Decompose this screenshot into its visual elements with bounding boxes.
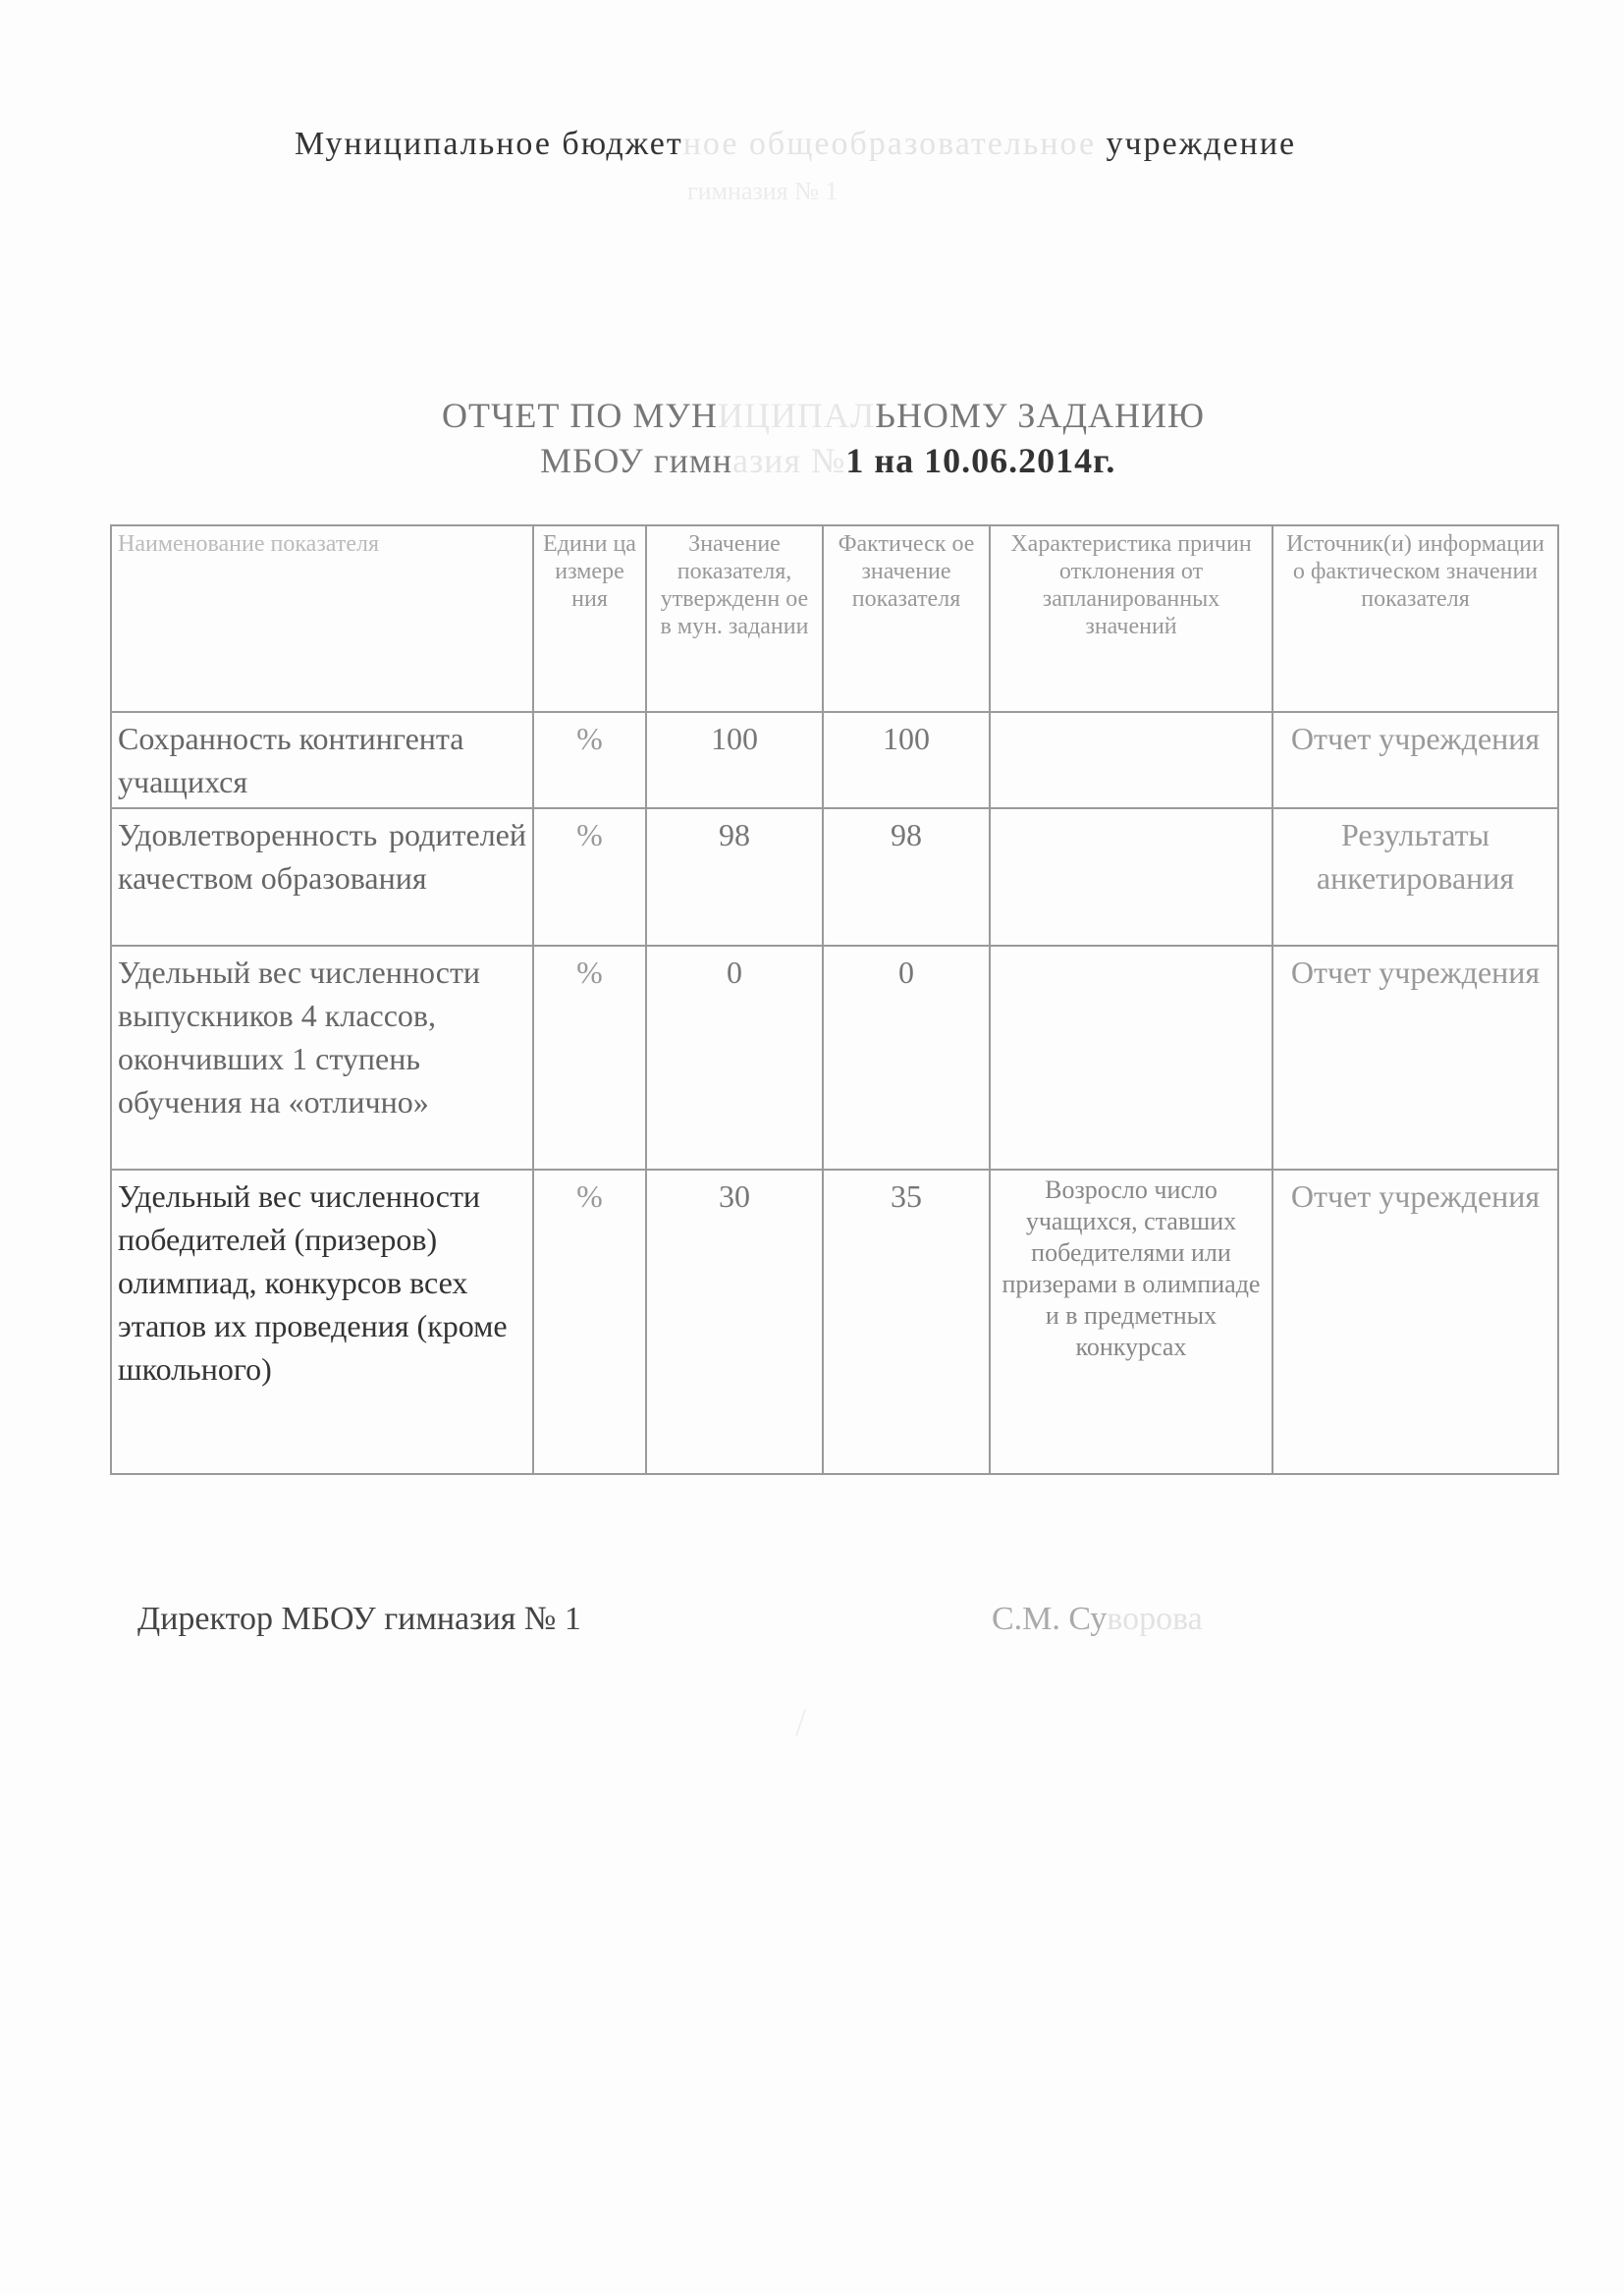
info-source: Результаты анкетирования <box>1272 808 1558 946</box>
planned-value: 98 <box>646 808 823 946</box>
info-source: Отчет учреждения <box>1272 712 1558 808</box>
header-deviation-reason: Характеристика причин отклонения от запланированных значений <box>990 525 1272 712</box>
header-info-source: Источник(и) информации о фактическом значении показателя <box>1272 525 1558 712</box>
planned-value: 0 <box>646 946 823 1170</box>
title-line-2-start: МБОУ гимн <box>540 441 732 480</box>
org-text-start: Муниципальное бюджет <box>295 126 683 162</box>
deviation-reason <box>990 946 1272 1170</box>
indicator-unit: % <box>533 808 646 946</box>
title-line-1-faded: ИЦИПАЛ <box>717 396 876 435</box>
indicator-name: Сохранность контингента учащихся <box>111 712 533 808</box>
title-line-2-end: 1 на 10.06.2014г. <box>845 441 1116 480</box>
table-row <box>111 808 1558 946</box>
table-header-row <box>111 525 1558 712</box>
header-indicator-name: Наименование показателя <box>111 525 533 712</box>
header-unit: Едини ца измере ния <box>533 525 646 712</box>
indicator-unit: % <box>533 946 646 1170</box>
signatory-name-faded: ворова <box>1107 1601 1203 1637</box>
report-title <box>442 393 1247 483</box>
info-source: Отчет учреждения <box>1272 1170 1558 1474</box>
table-row <box>111 712 1558 808</box>
title-line-1-start: ОТЧЕТ ПО МУН <box>442 396 718 435</box>
title-line-1-end: ЬНОМУ ЗАДАНИЮ <box>875 396 1206 435</box>
org-text-faded: ное общеобразовательное <box>682 126 1107 162</box>
indicator-name: Удовлетворенность родителей качеством образования <box>111 808 533 946</box>
signatory-name-start: С.М. Су <box>992 1601 1108 1637</box>
actual-value: 98 <box>823 808 990 946</box>
indicator-name: Удельный вес численности победителей (призеров) олимпиад, конкурсов всех этапов их проведения (кроме школьного) <box>111 1170 533 1474</box>
organization-name-line2: гимназия № 1 <box>687 177 839 205</box>
deviation-reason: Возросло число учащихся, ставших победителями или призерами в олимпиаде и в предметных конкурсах <box>990 1170 1272 1474</box>
actual-value: 35 <box>823 1170 990 1474</box>
header-actual-value: Фактическ ое значение показателя <box>823 525 990 712</box>
table-row <box>111 1170 1558 1474</box>
organization-name <box>295 126 1394 163</box>
indicator-name: Удельный вес численности выпускников 4 классов, окончивших 1 ступень обучения на «отлично» <box>111 946 533 1170</box>
title-line-2 <box>442 438 1247 483</box>
info-source: Отчет учреждения <box>1272 946 1558 1170</box>
table-row <box>111 946 1558 1170</box>
faint-signature-mark: / <box>795 1700 807 1744</box>
deviation-reason <box>990 712 1272 808</box>
planned-value: 30 <box>646 1170 823 1474</box>
signatory-name <box>992 1601 1203 1638</box>
planned-value: 100 <box>646 712 823 808</box>
signatory-position: Директор МБОУ гимназия № 1 <box>137 1601 581 1637</box>
title-line-1 <box>442 393 1247 438</box>
deviation-reason <box>990 808 1272 946</box>
indicator-unit: % <box>533 1170 646 1474</box>
indicators-table <box>110 524 1559 1475</box>
org-text-end: учреждение <box>1106 126 1297 162</box>
indicator-unit: % <box>533 712 646 808</box>
actual-value: 100 <box>823 712 990 808</box>
header-planned-value: Значение показателя, утвержденн ое в мун. задании <box>646 525 823 712</box>
actual-value: 0 <box>823 946 990 1170</box>
title-line-2-faded: азия № <box>731 441 846 480</box>
